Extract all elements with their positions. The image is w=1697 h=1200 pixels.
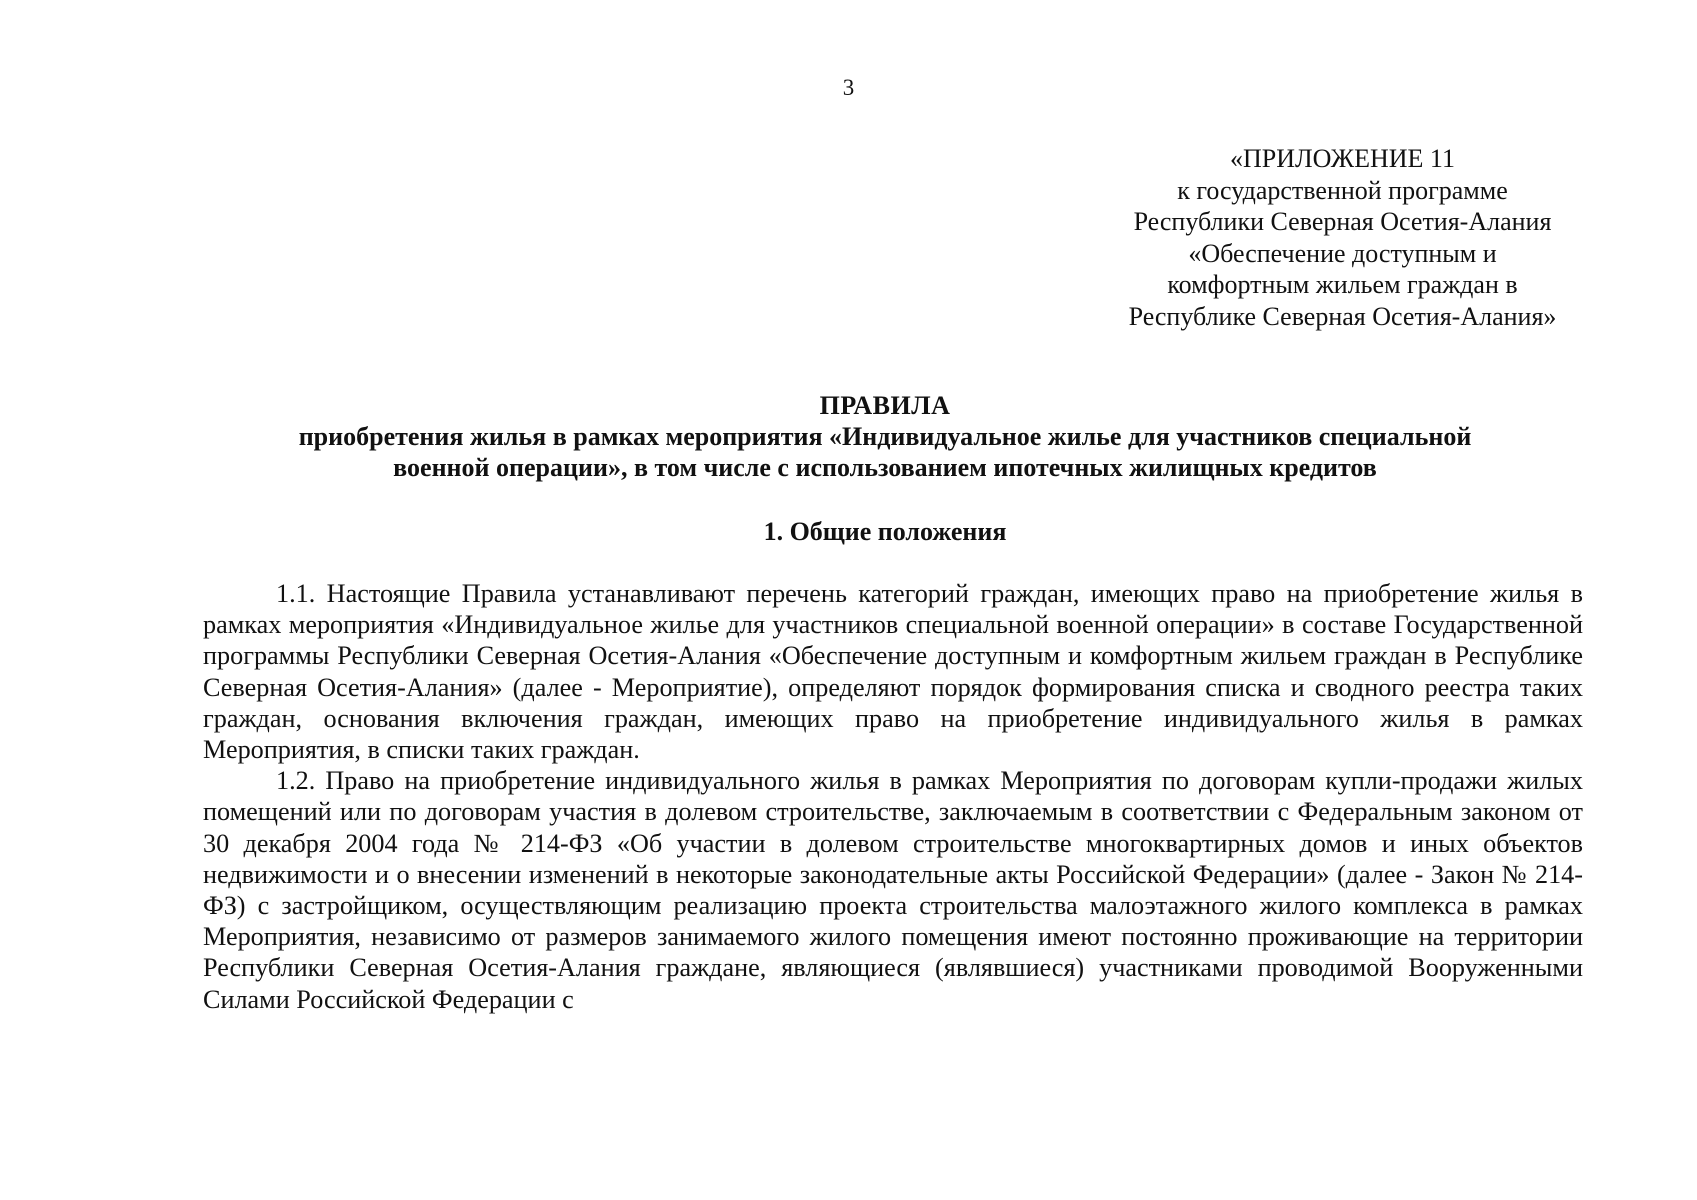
- appendix-line: к государственной программе: [1177, 175, 1508, 205]
- rules-title: ПРАВИЛА: [819, 391, 951, 420]
- paragraph-1-1: 1.1. Настоящие Правила устанавливают перечень категорий граждан, имеющих право на приобретение жилья в рамках мероприятия «Индивидуальное жилье для участников специальной военной операции» в составе Государственной программы Республики Северная Осетия-Алания «Обеспечение доступным и комфортным жильем граждан в Республике Северная Осетия-Алания» (далее - Мероприятие), определяют порядок формирования списка и сводного реестра таких граждан, основания включения граждан, имеющих право на приобретение индивидуального жилья в рамках Мероприятия, в списки таких граждан.: [203, 579, 1583, 765]
- appendix-line: «ПРИЛОЖЕНИЕ 11: [1230, 144, 1455, 173]
- appendix-line: комфортным жильем граждан в: [1167, 270, 1518, 299]
- appendix-reference: [1085, 143, 1600, 332]
- section-heading: 1. Общие положения: [763, 517, 1007, 546]
- paragraph-1-2: 1.2. Право на приобретение индивидуального жилья в рамках Мероприятия по договорам купли-продажи жилых помещений или по договорам участия в долевом строительстве, заключаемым в соответствии с Федеральным законом от 30 декабря 2004 года № 214-ФЗ «Об участии в долевом строительстве многоквартирных домов и иных объектов недвижимости и о внесении изменений в некоторые законодательные акты Российской Федерации» (далее - Закон № 214-ФЗ) с застройщиком, осуществляющим реализацию проекта строительства малоэтажного жилого комплекса в рамках Мероприятия, независимо от размеров занимаемого жилого помещения имеют постоянно проживающие на территории Республики Северная Осетия-Алания граждане, являющиеся (являвшиеся) участниками проводимой Вооруженными Силами Российской Федерации с: [203, 766, 1583, 1014]
- section-body: [203, 578, 1583, 1015]
- appendix-line: Республики Северная Осетия-Алания: [1133, 207, 1552, 236]
- page-number: 3: [842, 75, 855, 100]
- rules-header: [200, 390, 1570, 483]
- appendix-line: Республике Северная Осетия-Алания»: [1128, 301, 1557, 331]
- rules-subtitle-line: военной операции», в том числе с использованием ипотечных жилищных кредитов: [393, 453, 1377, 482]
- appendix-line: «Обеспечение доступным и: [1188, 238, 1497, 268]
- rules-subtitle-line: приобретения жилья в рамках мероприятия «Индивидуальное жилье для участников специальной: [298, 422, 1472, 451]
